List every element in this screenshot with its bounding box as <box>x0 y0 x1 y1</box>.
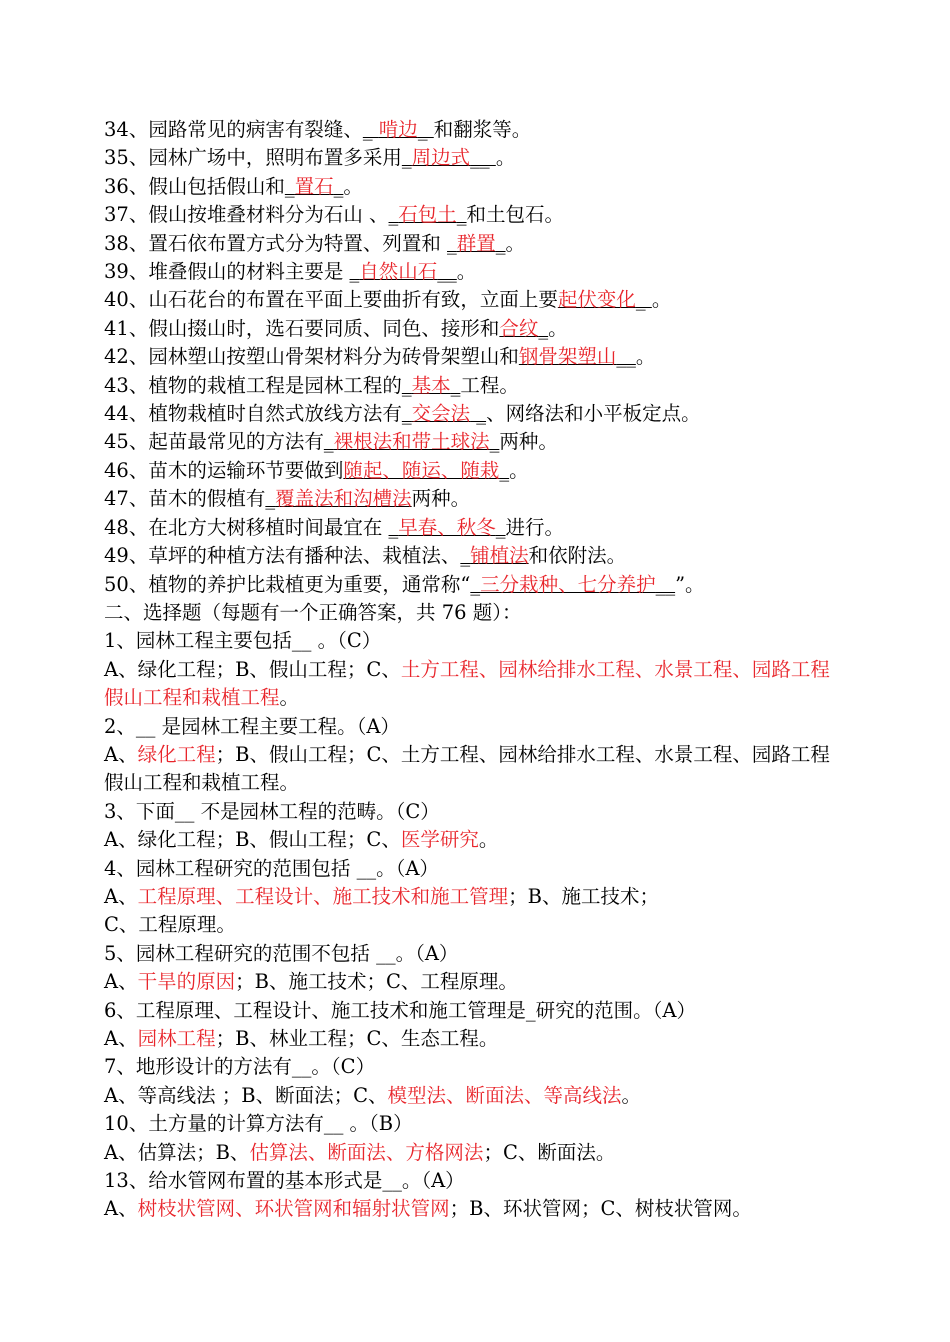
question-text: 、草坪的种植方法有播种法、栽植法、 <box>128 544 461 568</box>
choice-question: 5、园林工程研究的范围不包括 __。（A） <box>104 941 459 965</box>
answer-text: 周边式 <box>411 146 471 170</box>
option-text: 。 <box>621 1083 642 1107</box>
question-number: 46 <box>104 458 129 482</box>
answer-text: 自然山石 <box>359 260 438 284</box>
answer-text: 铺植法 <box>470 544 529 568</box>
question-number: 50 <box>104 572 129 596</box>
blank-underscore: _ <box>417 118 434 141</box>
correct-answer: 园林工程 <box>137 1027 216 1050</box>
question-number: 43 <box>104 373 129 397</box>
choice-options <box>104 1195 864 1223</box>
answer-text: 置石 <box>294 174 334 198</box>
question-text: 、假山按堆叠材料分为石山 、 <box>128 203 389 227</box>
question-text: 、园林塑山按塑山骨架材料分为砖骨架塑山和 <box>128 345 519 369</box>
option-text: A、估算法；B、 <box>104 1140 250 1164</box>
correct-answer: 模型法、断面法、等高线法 <box>387 1083 622 1107</box>
question-text-tail: 。 <box>456 260 477 284</box>
option-text: A、 <box>104 1197 138 1221</box>
fill-blank-question <box>104 514 864 542</box>
choice-question: 4、园林工程研究的范围包括 __。（A） <box>104 856 439 880</box>
question-text: 、置石依布置方式分为特置、列置和 <box>128 231 448 255</box>
blank-underscore: _ <box>265 487 276 511</box>
choice-question: 13、给水管网布置的基本形式是__。（A） <box>104 1169 465 1193</box>
blank-underscore: _ <box>349 260 360 284</box>
fill-blank-question <box>104 201 864 229</box>
fill-blank-question <box>104 428 864 456</box>
answer-text: 基本 <box>411 373 451 397</box>
correct-answer: 干旱的原因 <box>137 970 236 994</box>
option-text: ；B、假山工程；C、土方工程、园林给排水工程、水景工程、园路工程 <box>215 742 830 766</box>
blank-underscore: _ <box>635 288 652 312</box>
fill-blank-question <box>104 116 864 144</box>
question-text-tail: ”。 <box>675 572 705 596</box>
blank-underscore: _ <box>401 146 412 170</box>
fill-blank-question <box>104 400 864 428</box>
answer-blank <box>324 430 500 453</box>
question-number: 38 <box>104 231 129 255</box>
fill-blank-question <box>104 144 864 172</box>
answer-text: 随起、随运、随栽 <box>343 458 500 482</box>
answer-text: 群置 <box>456 231 496 255</box>
choice-options <box>104 741 864 769</box>
option-text: ；B、施工技术；C、工程原理。 <box>235 970 518 994</box>
option-text: A、 <box>104 742 138 766</box>
blank-underscore: _ <box>499 458 510 482</box>
option-text: ；B、施工技术； <box>508 884 659 908</box>
answer-text: 钢骨架塑山 <box>518 345 617 369</box>
question-number: 37 <box>104 203 129 227</box>
answer-text: 覆盖法和沟槽法 <box>275 487 412 511</box>
choice-question: 2、__ 是园林工程主要工程。（A） <box>104 714 400 738</box>
answer-blank <box>470 573 675 596</box>
blank-underscore: _ <box>460 544 471 568</box>
answer-blank <box>363 118 434 141</box>
question-number: 47 <box>104 487 129 511</box>
question-text: 、园路常见的病害有裂缝、 <box>128 118 363 141</box>
question-number: 48 <box>104 515 129 539</box>
correct-answer: 医学研究 <box>400 828 479 852</box>
question-text: 、苗木的假植有 <box>128 487 266 511</box>
answer-blank <box>402 402 486 425</box>
correct-answer: 估算法、断面法、方格网法 <box>249 1140 484 1164</box>
answer-text: 裸根法和带土球法 <box>333 430 490 454</box>
option-text: ；B、林业工程；C、生态工程。 <box>215 1027 499 1050</box>
question-text: 、假山包括假山和 <box>128 174 285 198</box>
question-text: 、堆叠假山的材料主要是 <box>128 260 350 284</box>
blank-underscore: _ <box>495 515 506 539</box>
fill-blank-question <box>104 315 864 343</box>
option-text: 。 <box>478 828 499 852</box>
choice-options <box>104 911 864 939</box>
option-text: ；B、环状管网；C、树枝状管网。 <box>449 1197 752 1221</box>
blank-underscore: _ <box>362 118 379 141</box>
question-text-tail: 两种。 <box>499 430 558 454</box>
blank-underscore: _ <box>401 402 412 426</box>
blank-underscore: _ <box>470 572 481 596</box>
correct-answer: 假山工程和栽植工程 <box>104 686 280 710</box>
choice-options <box>104 656 864 684</box>
option-text: ；C、断面法。 <box>483 1140 616 1164</box>
question-text-tail: 和翻浆等。 <box>433 118 532 141</box>
option-text: 假山工程和栽植工程。 <box>104 771 300 795</box>
fill-blank-question <box>104 542 864 570</box>
blank-underscore: _ <box>388 515 399 539</box>
choice-options <box>104 1025 864 1053</box>
question-number: 45 <box>104 430 129 454</box>
answer-text: 三分栽种、七分养护 <box>480 572 656 596</box>
choice-question: 3、下面__ 不是园林工程的范畴。（C） <box>104 799 440 823</box>
blank-underscore: _ <box>333 174 344 198</box>
answer-blank <box>389 203 467 226</box>
question-text: 、植物的养护比栽植更为重要，通常称“ <box>128 572 471 596</box>
fill-blank-question <box>104 343 864 371</box>
answer-text: 交会法 <box>411 402 471 426</box>
question-number: 44 <box>104 402 129 426</box>
answer-blank <box>285 175 344 198</box>
fill-blank-question <box>104 286 864 314</box>
question-number: 35 <box>104 146 129 170</box>
choice-options <box>104 1082 864 1110</box>
question-number: 40 <box>104 288 129 312</box>
choice-options <box>104 883 864 911</box>
option-text: A、绿化工程；B、假山工程；C、 <box>104 657 401 681</box>
option-text: A、 <box>104 1027 138 1050</box>
blank-underscore: _ <box>495 231 506 255</box>
question-text-tail: 工程。 <box>460 373 519 397</box>
choice-options <box>104 769 864 797</box>
fill-blank-list <box>104 116 864 599</box>
blank-underscore: __ <box>437 260 457 284</box>
question-number: 42 <box>104 345 129 369</box>
answer-blank <box>350 260 457 283</box>
option-text: A、 <box>104 970 138 994</box>
blank-underscore: _ <box>284 174 295 198</box>
answer-text: 啃边 <box>378 118 418 141</box>
fill-blank-question <box>104 485 864 513</box>
choice-question: 1、园林工程主要包括__ 。（C） <box>104 629 382 653</box>
question-text: 、在北方大树移植时间最宜在 <box>128 515 389 539</box>
question-text-tail: 。 <box>509 458 529 482</box>
answer-blank <box>265 487 411 510</box>
blank-underscore: __ <box>470 146 496 170</box>
section-heading: 二、选择题（每题有一个正确答案，共 76 题）： <box>104 600 522 624</box>
question-text: 、苗木的运输环节要做到 <box>128 458 344 482</box>
choice-options <box>104 826 864 854</box>
question-text-tail: 两种。 <box>411 487 471 511</box>
choice-options <box>104 1139 864 1167</box>
fill-blank-question <box>104 457 864 485</box>
blank-underscore: __ <box>655 572 676 596</box>
blank-underscore: __ <box>616 345 636 369</box>
question-text: 、植物的栽植工程是园林工程的 <box>128 373 402 397</box>
blank-underscore: _ <box>450 373 461 397</box>
option-text: A、 <box>104 884 138 908</box>
answer-blank <box>389 516 506 539</box>
question-text-tail: 和土包石。 <box>466 203 565 227</box>
question-text-tail: 和依附法。 <box>528 544 627 568</box>
question-number: 34 <box>104 118 129 141</box>
blank-underscore: _ <box>447 231 457 255</box>
question-text-tail: 。 <box>505 231 526 255</box>
blank-underscore: _ <box>323 430 334 454</box>
answer-blank <box>519 345 636 368</box>
fill-blank-question <box>104 372 864 400</box>
question-text-tail: 进行。 <box>505 515 565 539</box>
question-text: 、假山掇山时，选石要同质、同色、接形和 <box>128 316 500 340</box>
question-text-tail: 。 <box>635 345 656 369</box>
question-text: 、起苗最常见的方法有 <box>128 430 324 454</box>
choice-question: 6、工程原理、工程设计、施工技术和施工管理是_研究的范围。（A） <box>104 998 696 1022</box>
answer-blank <box>460 544 528 567</box>
answer-text: 起伏变化 <box>557 288 636 312</box>
option-text: C、工程原理。 <box>104 913 236 937</box>
question-number: 49 <box>104 544 129 568</box>
option-text: A、绿化工程；B、假山工程；C、 <box>104 828 401 852</box>
correct-answer: 土方工程、园林给排水工程、水景工程、园路工程 <box>400 657 830 681</box>
blank-underscore: _ <box>401 373 412 397</box>
answer-blank <box>402 374 461 397</box>
answer-blank <box>402 146 496 169</box>
question-text: 、植物栽植时自然式放线方法有 <box>128 402 402 426</box>
fill-blank-question <box>104 571 864 599</box>
blank-underscore: _ <box>489 430 500 454</box>
question-text-tail: 、网络法和小平板定点。 <box>486 402 701 426</box>
answer-blank <box>343 459 509 482</box>
answer-text: 合纹 <box>499 316 539 340</box>
fill-blank-question <box>104 173 864 201</box>
blank-underscore: _ <box>470 402 487 426</box>
choice-options <box>104 968 864 996</box>
answer-blank <box>499 317 548 340</box>
multiple-choice-list <box>104 627 864 1224</box>
option-text: A、等高线法 ；B、断面法；C、 <box>104 1083 388 1107</box>
question-number: 39 <box>104 260 129 284</box>
choice-question: 10、土方量的计算方法有__ 。（B） <box>104 1112 413 1136</box>
question-text-tail: 。 <box>495 146 516 170</box>
answer-blank <box>447 232 506 255</box>
blank-underscore: _ <box>538 316 549 340</box>
fill-blank-question <box>104 230 864 258</box>
question-text: 、山石花台的布置在平面上要曲折有致，立面上要 <box>128 288 558 312</box>
option-text: 。 <box>279 686 300 710</box>
correct-answer: 绿化工程 <box>137 742 216 766</box>
correct-answer: 工程原理、工程设计、施工技术和施工管理 <box>137 884 509 908</box>
blank-underscore: _ <box>456 203 467 227</box>
question-text-tail: 。 <box>343 174 363 198</box>
fill-blank-question <box>104 258 864 286</box>
question-text: 、园林广场中，照明布置多采用 <box>128 146 402 170</box>
choice-options <box>104 684 864 712</box>
choice-question: 7、地形设计的方法有__。（C） <box>104 1055 376 1079</box>
question-text-tail: 。 <box>548 316 568 340</box>
question-number: 36 <box>104 174 129 198</box>
correct-answer: 树枝状管网、环状管网和辐射状管网 <box>137 1197 450 1221</box>
question-text-tail: 。 <box>651 288 672 312</box>
blank-underscore: _ <box>388 203 399 227</box>
answer-text: 石包土 <box>398 203 457 227</box>
answer-text: 早春、秋冬 <box>398 515 496 539</box>
question-number: 41 <box>104 316 129 340</box>
answer-blank <box>558 288 652 311</box>
document-body <box>104 116 864 1224</box>
